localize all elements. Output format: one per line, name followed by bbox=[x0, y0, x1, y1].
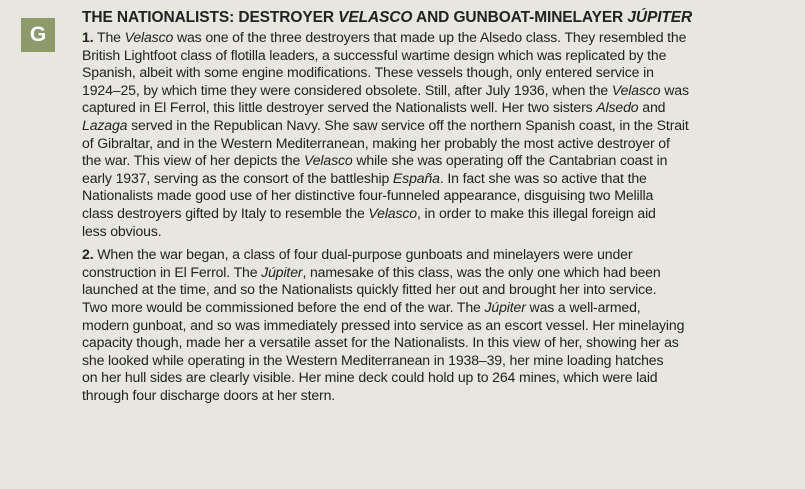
paragraph-number: 2. bbox=[82, 246, 94, 263]
text-run: , in order to make this illegal foreign aid bbox=[416, 204, 656, 221]
text-run: The bbox=[93, 29, 125, 45]
text-run: capacity though, made her a versatile asset for the Nationalists. In this view of her, showing her as bbox=[82, 334, 679, 351]
text-line bbox=[82, 352, 797, 370]
text-run: and bbox=[638, 99, 666, 116]
text-run: , namesake of this class, was the only one which had been bbox=[302, 263, 661, 280]
text-run: launched at the time, and so the Nationalists quickly fitted her out and brought her into service. bbox=[82, 281, 657, 298]
ship-name: Júpiter bbox=[484, 298, 526, 315]
text-run: Spanish, albeit with some engine modifications. These vessels though, only entered service in bbox=[82, 64, 654, 81]
heading-ship-jupiter: JÚPITER bbox=[627, 9, 693, 26]
text-run: modern gunboat, and so was immediately pressed into service as an escort vessel. Her minelaying bbox=[82, 316, 685, 333]
text-run: the war. This view of her depicts the bbox=[82, 152, 305, 169]
text-run: captured in El Ferrol, this little destroyer served the Nationalists well. Her two sisters bbox=[82, 99, 597, 116]
plate-letter-badge: G bbox=[21, 18, 55, 52]
text-run: served in the Republican Navy. She saw service off the northern Spanish coast, in the Strait bbox=[127, 116, 689, 133]
text-line bbox=[82, 264, 797, 282]
text-line bbox=[82, 99, 797, 117]
heading-ship-velasco: VELASCO bbox=[338, 9, 413, 26]
text-run: Two more would be commissioned before the end of the war. The bbox=[82, 298, 485, 315]
text-run: while she was operating off the Cantabrian coast in bbox=[352, 152, 668, 169]
caption-paragraph-1 bbox=[82, 29, 797, 240]
ship-name: Velasco bbox=[368, 204, 417, 221]
ship-name: Lazaga bbox=[82, 116, 128, 133]
text-run: Nationalists made good use of her distinctive four-funneled appearance, disguising two Melilla bbox=[82, 187, 654, 204]
text-line bbox=[82, 205, 797, 223]
text-line bbox=[82, 82, 797, 100]
caption-paragraph-2 bbox=[82, 246, 797, 404]
caption-paragraphs bbox=[82, 29, 797, 404]
text-run: on her hull sides are clearly visible. Her mine deck could hold up to 264 mines, which were laid bbox=[82, 369, 658, 386]
caption-heading bbox=[82, 8, 797, 28]
ship-name: Velasco bbox=[124, 29, 174, 45]
ship-name: Velasco bbox=[304, 152, 353, 169]
text-run: class destroyers gifted by Italy to resemble the bbox=[82, 204, 369, 221]
text-line bbox=[82, 117, 797, 135]
text-line bbox=[82, 187, 797, 205]
heading-middle: AND GUNBOAT-MINELAYER bbox=[412, 9, 628, 26]
text-run: construction in El Ferrol. The bbox=[82, 263, 262, 280]
text-line bbox=[82, 135, 797, 153]
text-run: she looked while operating in the Western Mediterranean in 1938–39, her mine loading hatches bbox=[82, 351, 664, 368]
text-line bbox=[82, 387, 797, 405]
paragraph-number: 1. bbox=[82, 29, 94, 45]
text-line bbox=[82, 369, 797, 387]
text-line bbox=[82, 47, 797, 65]
text-line bbox=[82, 299, 797, 317]
text-run: early 1937, serving as the consort of the battleship bbox=[82, 169, 393, 186]
text-line bbox=[82, 152, 797, 170]
text-run: was a well-armed, bbox=[525, 298, 641, 315]
text-line bbox=[82, 246, 797, 264]
text-line bbox=[82, 170, 797, 188]
ship-name: Júpiter bbox=[261, 263, 303, 280]
text-run: was one of the three destroyers that made up the Alsedo class. They resembled the bbox=[173, 29, 687, 45]
text-line bbox=[82, 64, 797, 82]
ship-name: Alsedo bbox=[596, 99, 639, 116]
text-run: British Lightfoot class of flotilla leaders, a successful wartime design which was replicated by the bbox=[82, 46, 667, 63]
caption-block bbox=[82, 8, 797, 410]
text-line bbox=[82, 29, 797, 47]
text-run: was bbox=[660, 81, 689, 98]
heading-prefix: THE NATIONALISTS: DESTROYER bbox=[82, 9, 339, 26]
text-run: When the war began, a class of four dual-purpose gunboats and minelayers were under bbox=[93, 246, 633, 263]
text-line bbox=[82, 223, 797, 241]
text-run: . In fact she was so active that the bbox=[439, 169, 647, 186]
ship-name: Velasco bbox=[611, 81, 661, 98]
text-line bbox=[82, 317, 797, 335]
text-run: 1924–25, by which time they were considered obsolete. Still, after July 1936, when the bbox=[82, 81, 612, 98]
text-run: of Gibraltar, and in the Western Mediterranean, making her probably the most active destroyer of bbox=[82, 134, 670, 151]
text-line bbox=[82, 281, 797, 299]
text-line bbox=[82, 334, 797, 352]
text-run: less obvious. bbox=[82, 222, 162, 239]
text-run: through four discharge doors at her stern. bbox=[82, 386, 336, 403]
ship-name: España bbox=[392, 169, 440, 186]
